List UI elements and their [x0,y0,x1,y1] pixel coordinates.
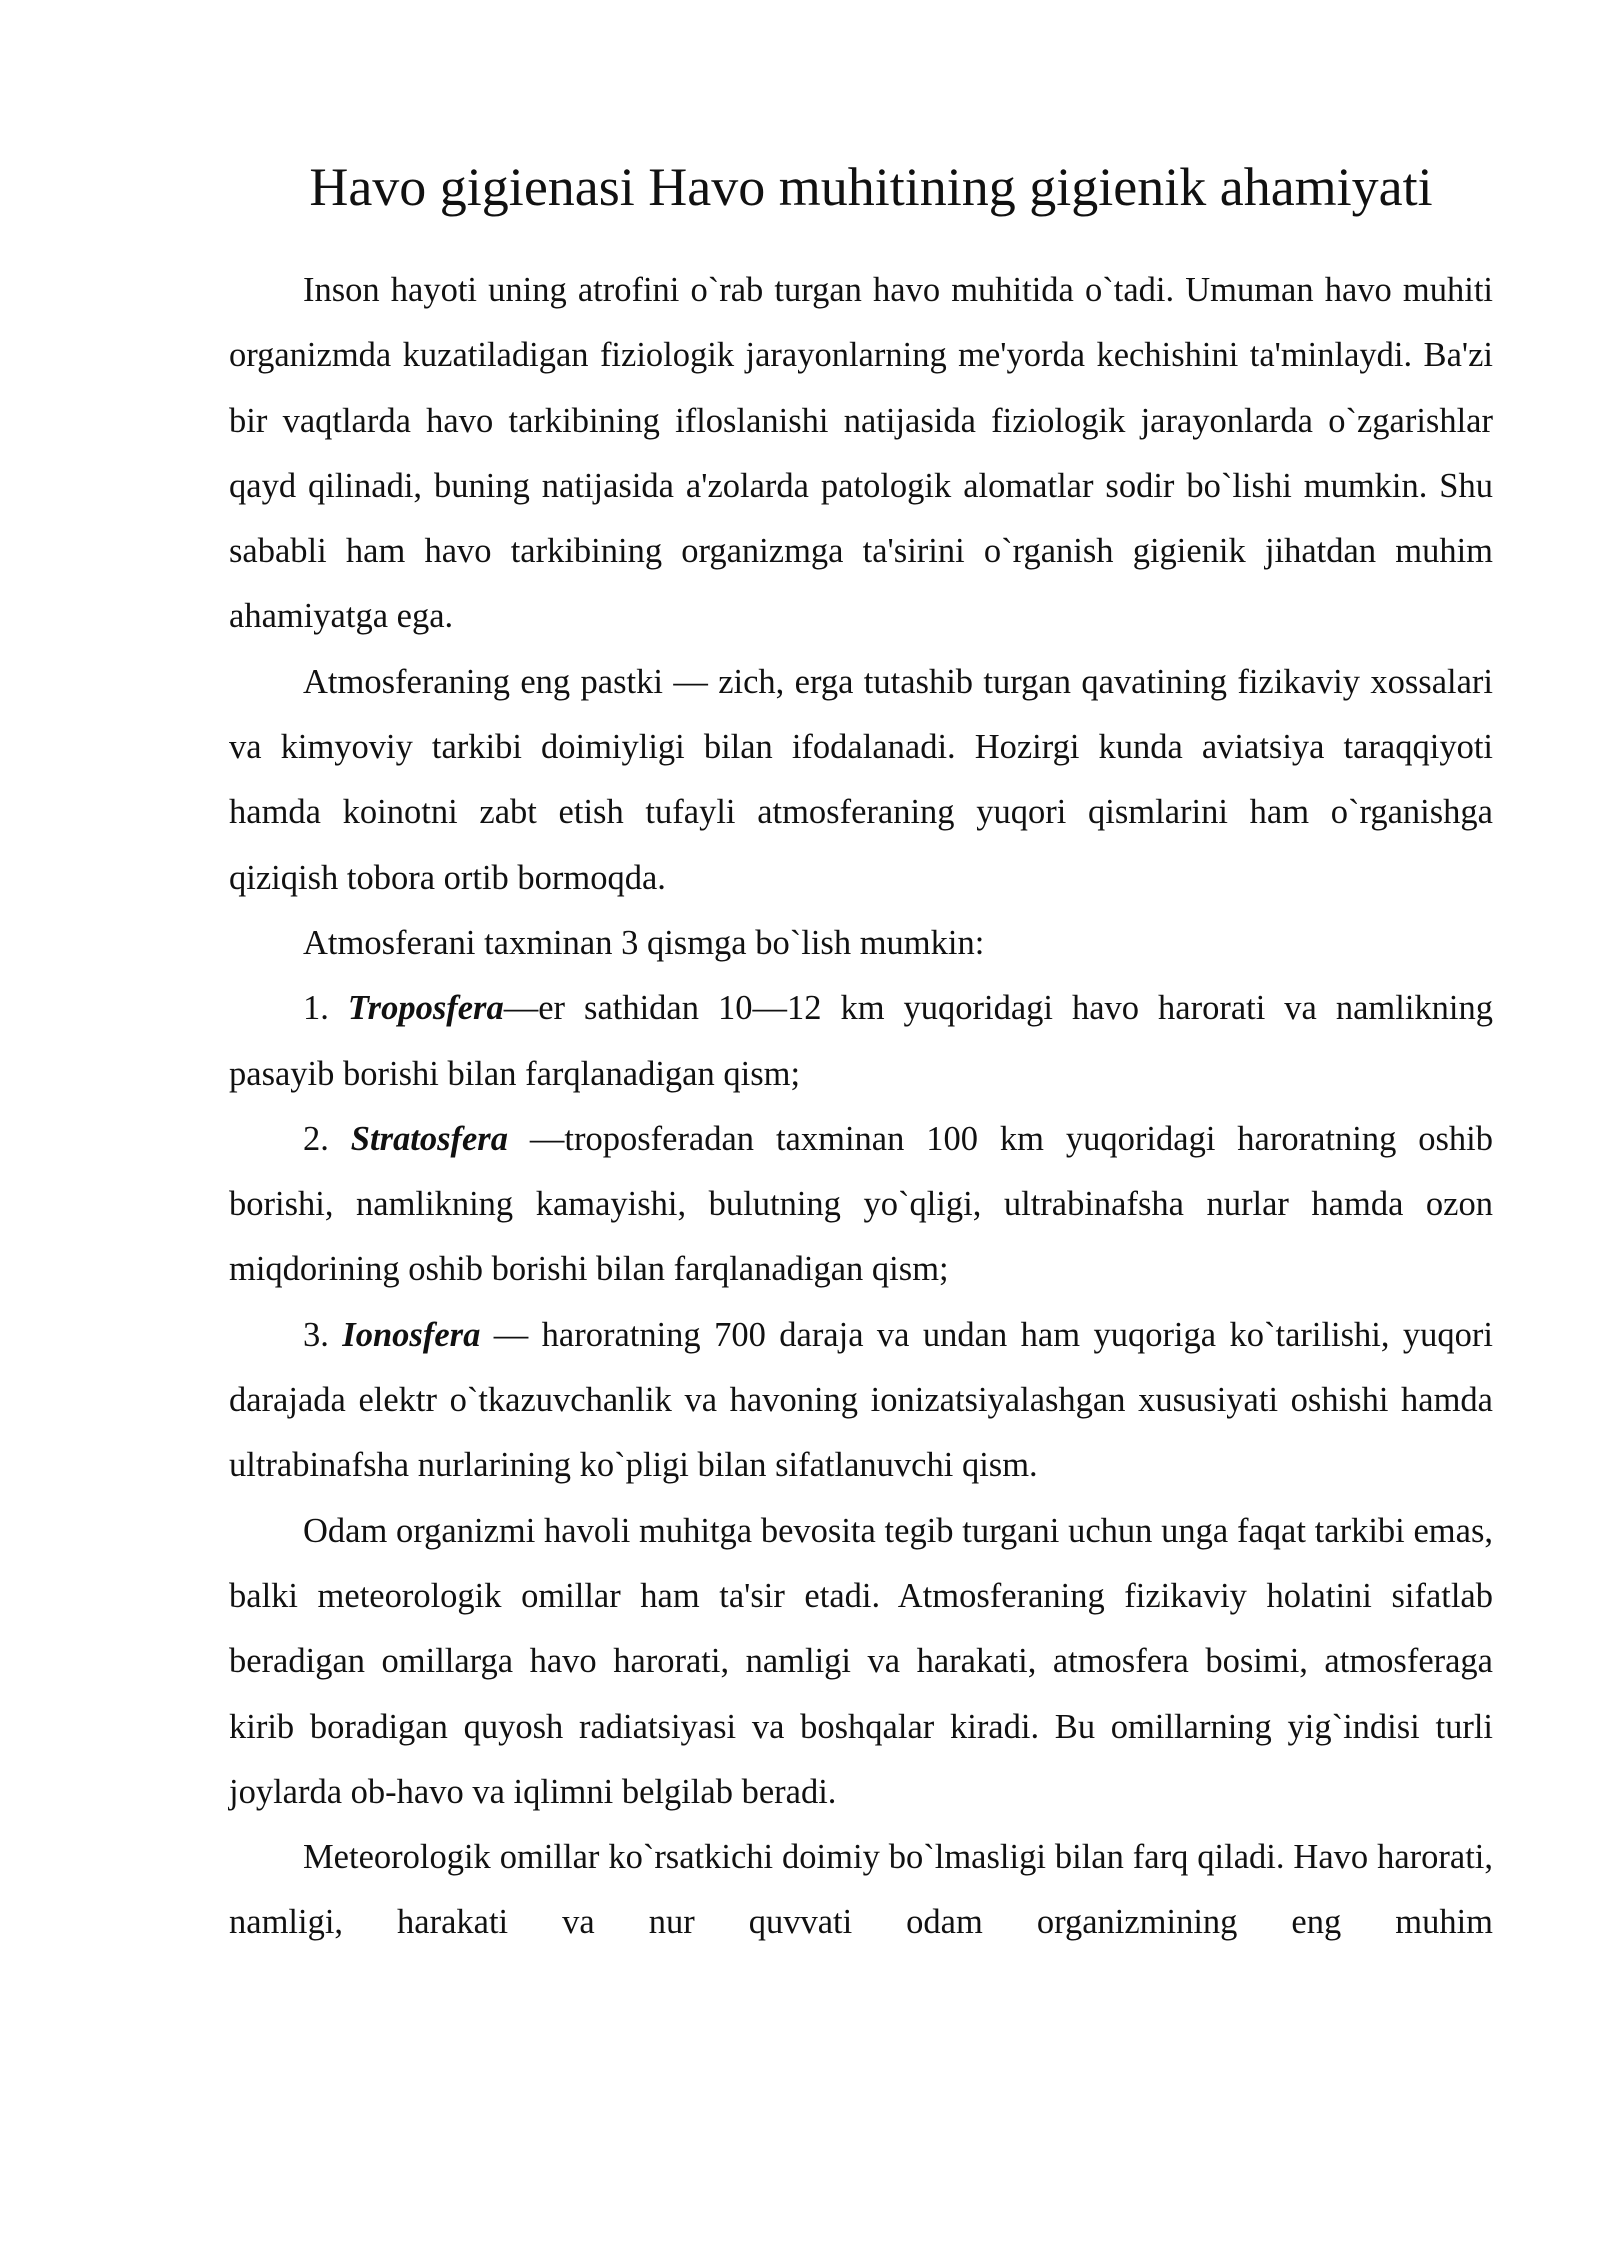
paragraph-intro: Inson hayoti uning atrofini o`rab turgan havo muhitida o`tadi. Umuman havo muhiti organizmda kuzatiladigan fiziologik jarayonlarning me'yorda kechishini ta'minlaydi. Ba'zi bir vaqtlarda havo tarkibining ifloslanishi natijasida fiziologik jarayonlarda o`zgarishlar qayd qilinadi, buning natijasida a'zolarda patologik alomatlar sodir bo`lishi mumkin. Shu sababli ham havo tarkibining organizmga ta'sirini o`rganish gigienik jihatdan muhim ahamiyatga ega. [229,271,1493,636]
list-item-text: —troposferadan taxminan 100 km yuqoridagi haroratning oshib borishi, namlikning kamayishi, bulutning yo`qligi, ultrabinafsha nurlar hamda ozon miqdorining oshib borishi bilan farqlanadigan qism; [229,1119,1494,1289]
list-item-stratosphere [229,1107,1493,1303]
paragraph-meteorological-indicators: Meteorologik omillar ko`rsatkichi doimiy bo`lmasligi bilan farq qiladi. Havo harorati, namligi, harakati va nur quvvati odam organizmining eng muhim [229,1838,1493,1942]
term-ionosphere: Ionosfera [342,1315,481,1354]
list-item-troposphere [229,976,1493,1107]
term-stratosphere: Stratosfera [350,1119,508,1158]
list-item-text: — haroratning 700 daraja va undan ham yuqoriga ko`tarilishi, yuqori darajada elektr o`tkazuvchanlik va havoning ionizatsiyalashgan xususiyati oshishi hamda ultrabinafsha nurlarining ko`pligi bilan sifatlanuvchi qism. [229,1315,1493,1485]
term-troposphere: Troposfera [347,989,504,1028]
list-number: 2. [303,1119,329,1158]
document-title: Havo gigienasi Havo muhitining gigienik ahamiyati [309,157,1433,217]
document-page [229,152,1493,1956]
list-item-text: —er sathidan 10—12 km yuqoridagi havo harorati va namlikning pasayib borishi bilan farqlanadigan qism; [229,989,1493,1093]
paragraph-meteorological-factors: Odam organizmi havoli muhitga bevosita tegib turgani uchun unga faqat tarkibi emas, balki meteorologik omillar ham ta'sir etadi. Atmosferaning fizikaviy holatini sifatlab beradigan omillarga havo harorati, namligi va harakati, atmosfera bosimi, atmosferaga kirib boradigan quyosh radiatsiyasi va boshqalar kiradi. Bu omillarning yig`indisi turli joylarda ob-havo va iqlimni belgilab beradi. [229,1511,1493,1811]
paragraph-layers-intro: Atmosferani taxminan 3 qismga bo`lish mumkin: [303,923,985,962]
list-item-ionosphere [229,1303,1493,1499]
list-number: 1. [303,989,329,1028]
list-number: 3. [303,1315,329,1354]
paragraph-atmosphere: Atmosferaning eng pastki — zich, erga tutashib turgan qavatining fizikaviy xossalari va kimyoviy tarkibi doimiyligi bilan ifodalanadi. Hozirgi kunda aviatsiya taraqqiyoti hamda koinotni zabt etish tufayli atmosferaning yuqori qismlarini ham o`rganishga qiziqish tobora ortib bormoqda. [229,662,1493,897]
